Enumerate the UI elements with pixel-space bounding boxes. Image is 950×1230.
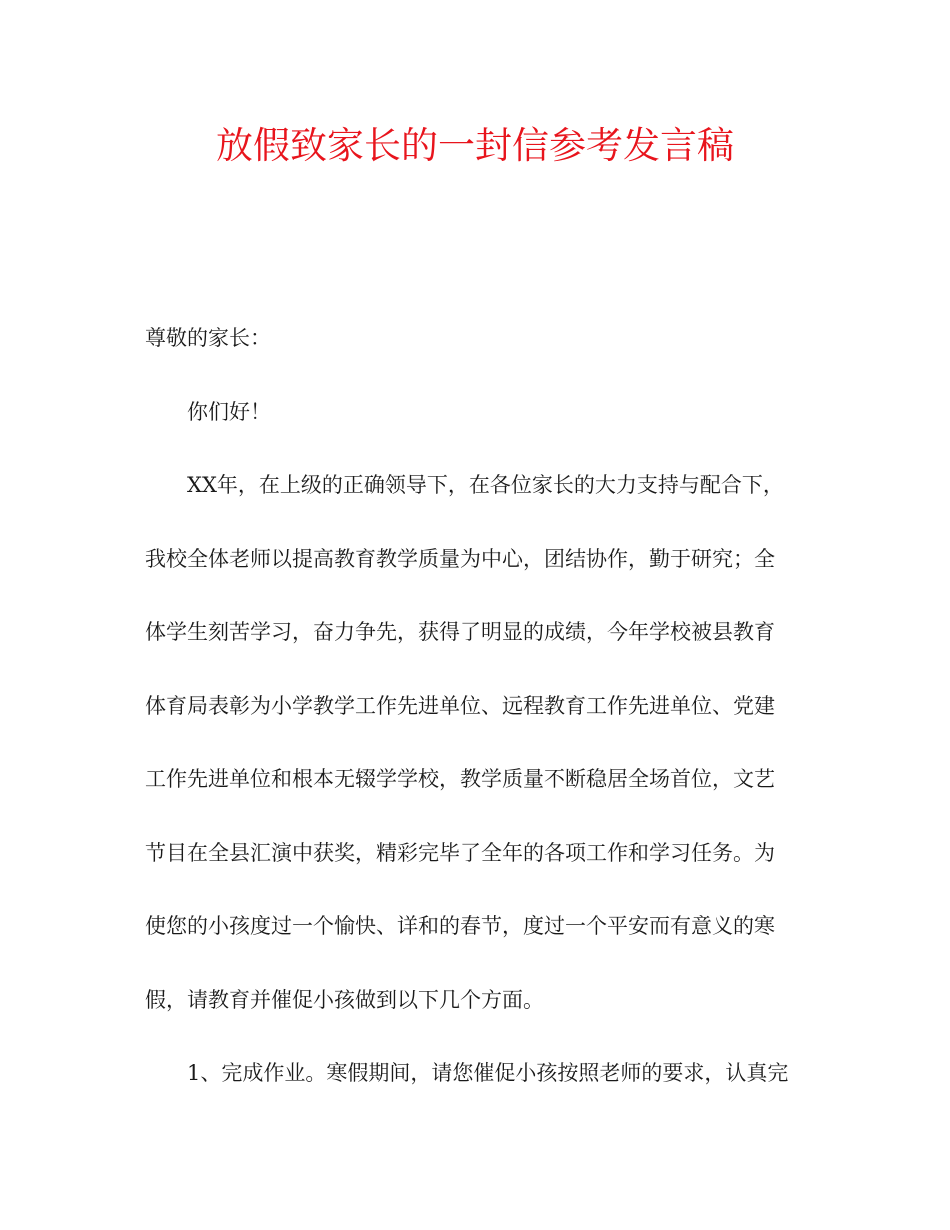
salutation: 尊敬的家长： [145,326,271,350]
paragraph-line: 体学生刻苦学习，奋力争先，获得了明显的成绩，今年学校被县教育 [145,620,775,644]
paragraph-line: 使您的小孩度过一个愉快、详和的春节，度过一个平安而有意义的寒 [145,914,775,938]
list-item-1: 1、完成作业。寒假期间，请您催促小孩按照老师的要求，认真完 [187,1061,789,1085]
letter-body [145,318,805,1127]
paragraph-line: 我校全体老师以提高教育教学质量为中心，团结协作，勤于研究；全 [145,546,775,571]
document-title: 放假致家长的一封信参考发言稿 [216,124,734,167]
greeting: 你们好！ [187,399,271,424]
paragraph-line: 假，请教育并催促小孩做到以下几个方面。 [145,987,544,1012]
paragraph-line: 节目在全县汇演中获奖，精彩完毕了全年的各项工作和学习任务。为 [145,840,775,865]
paragraph-line: 体育局表彰为小学教学工作先进单位、远程教育工作先进单位、党建 [145,693,775,718]
paragraph-line: 工作先进单位和根本无辍学学校，教学质量不断稳居全场首位，文艺 [145,767,775,791]
paragraph-line: XX年，在上级的正确领导下，在各位家长的大力支持与配合下， [187,473,784,497]
